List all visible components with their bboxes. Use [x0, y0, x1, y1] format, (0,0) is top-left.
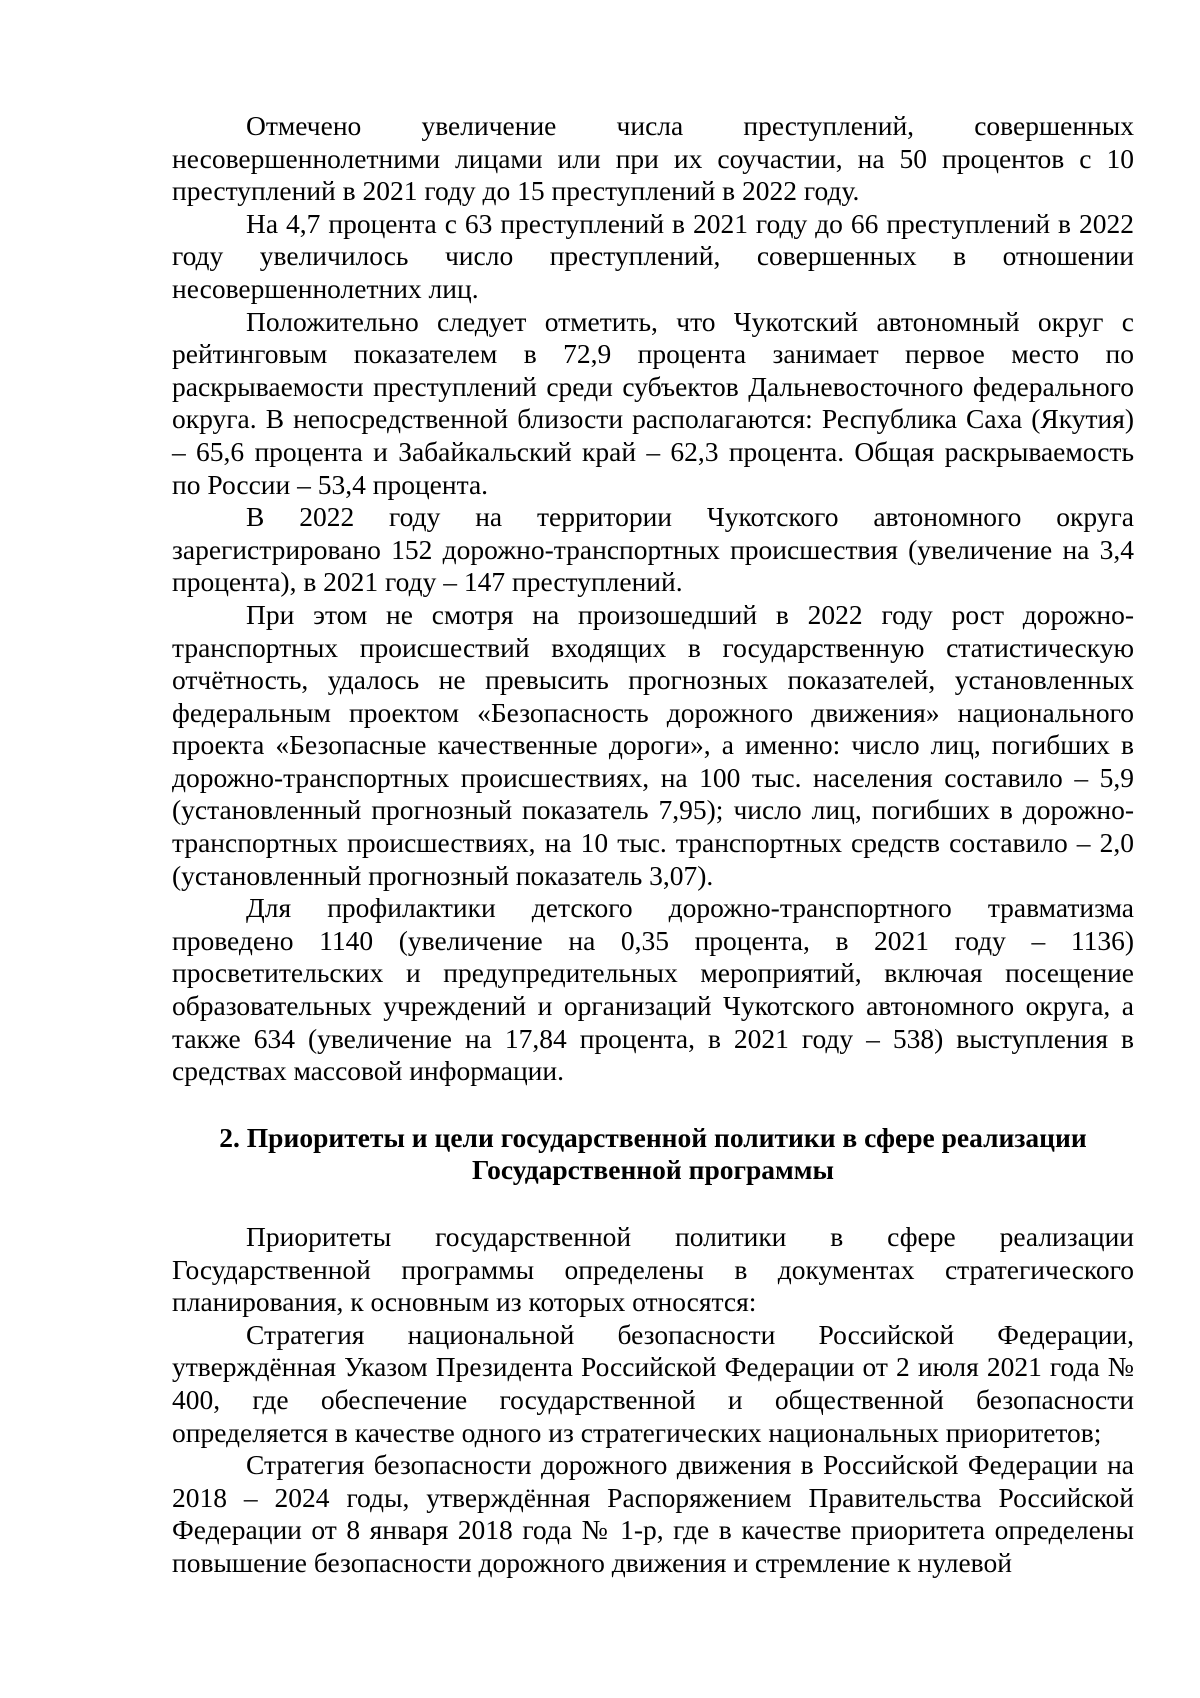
paragraph-road-safety-indicators: При этом не смотря на произошедший в 2022 году рост дорожно-транспортных происшествий входящих в государственную статистическую отчётность, удалось не превысить прогнозных показателей, установленных федеральным проектом «Безопасность дорожного движения» национального проекта «Безопасные качественные дороги», а именно: число лиц, погибших в дорожно-транспортных происшествиях, на 100 тыс. населения составило – 5,9 (установленный прогнозный показатель 7,95); число лиц, погибших в дорожно-транспортных происшествиях, на 10 тыс. транспортных средств составило – 2,0 (установленный прогнозный показатель 3,07).	[172, 598, 1134, 891]
paragraph-crimes-against-minors: На 4,7 процента с 63 преступлений в 2021 году до 66 преступлений в 2022 году увеличилось число преступлений, совершенных в отношении несовершеннолетних лиц.	[172, 207, 1134, 304]
paragraph-juvenile-crimes: Отмечено увеличение числа преступлений, совершенных несовершеннолетними лицами или при их соучастии, на 50 процентов с 10 преступлений в 2021 году до 15 преступлений в 2022 году.	[172, 110, 1134, 207]
spacer	[172, 1088, 1134, 1122]
document-page	[172, 110, 1134, 1580]
paragraph-road-safety-strategy: Стратегия безопасности дорожного движения в Российской Федерации на 2018 – 2024 годы, утверждённая Распоряжением Правительства Российской Федерации от 8 января 2018 года № 1-р, где в качестве приоритета определены повышение безопасности дорожного движения и стремление к нулевой	[172, 1449, 1134, 1578]
section-priorities	[172, 1221, 1134, 1580]
section-statistics	[172, 110, 1134, 1088]
paragraph-priorities-intro: Приоритеты государственной политики в сфере реализации Государственной программы определены в документах стратегического планирования, к основным из которых относятся:	[172, 1221, 1134, 1318]
section-heading	[172, 1122, 1134, 1187]
paragraph-child-injury-prevention: Для профилактики детского дорожно-транспортного травматизма проведено 1140 (увеличение на 0,35 процента, в 2021 году – 1136) просветительских и предупредительных мероприятий, включая посещение образовательных учреждений и организаций Чукотского автономного округа, а также 634 (увеличение на 17,84 процента, в 2021 году – 538) выступления в средствах массовой информации.	[172, 892, 1134, 1087]
paragraph-road-accidents: В 2022 году на территории Чукотского автономного округа зарегистрировано 152 дорожно-транспортных происшествия (увеличение на 3,4 процента), в 2021 году – 147 преступлений.	[172, 501, 1134, 598]
section-heading-line2: Государственной программы	[472, 1154, 834, 1186]
paragraph-crime-detection-rating: Положительно следует отметить, что Чукотский автономный округ с рейтинговым показателем в 72,9 процента занимает первое место по раскрываемости преступлений среди субъектов Дальневосточного федерального округа. В непосредственной близости располагаются: Республика Саха (Якутия) – 65,6 процента и Забайкальский край – 62,3 процента. Общая раскрываемость по России – 53,4 процента.	[172, 305, 1134, 500]
spacer	[172, 1187, 1134, 1221]
paragraph-national-security-strategy: Стратегия национальной безопасности Российской Федерации, утверждённая Указом Президента Российской Федерации от 2 июля 2021 года № 400, где обеспечение государственной и общественной безопасности определяется в качестве одного из стратегических национальных приоритетов;	[172, 1318, 1134, 1448]
section-heading-line1: 2. Приоритеты и цели государственной политики в сфере реализации	[219, 1121, 1087, 1153]
